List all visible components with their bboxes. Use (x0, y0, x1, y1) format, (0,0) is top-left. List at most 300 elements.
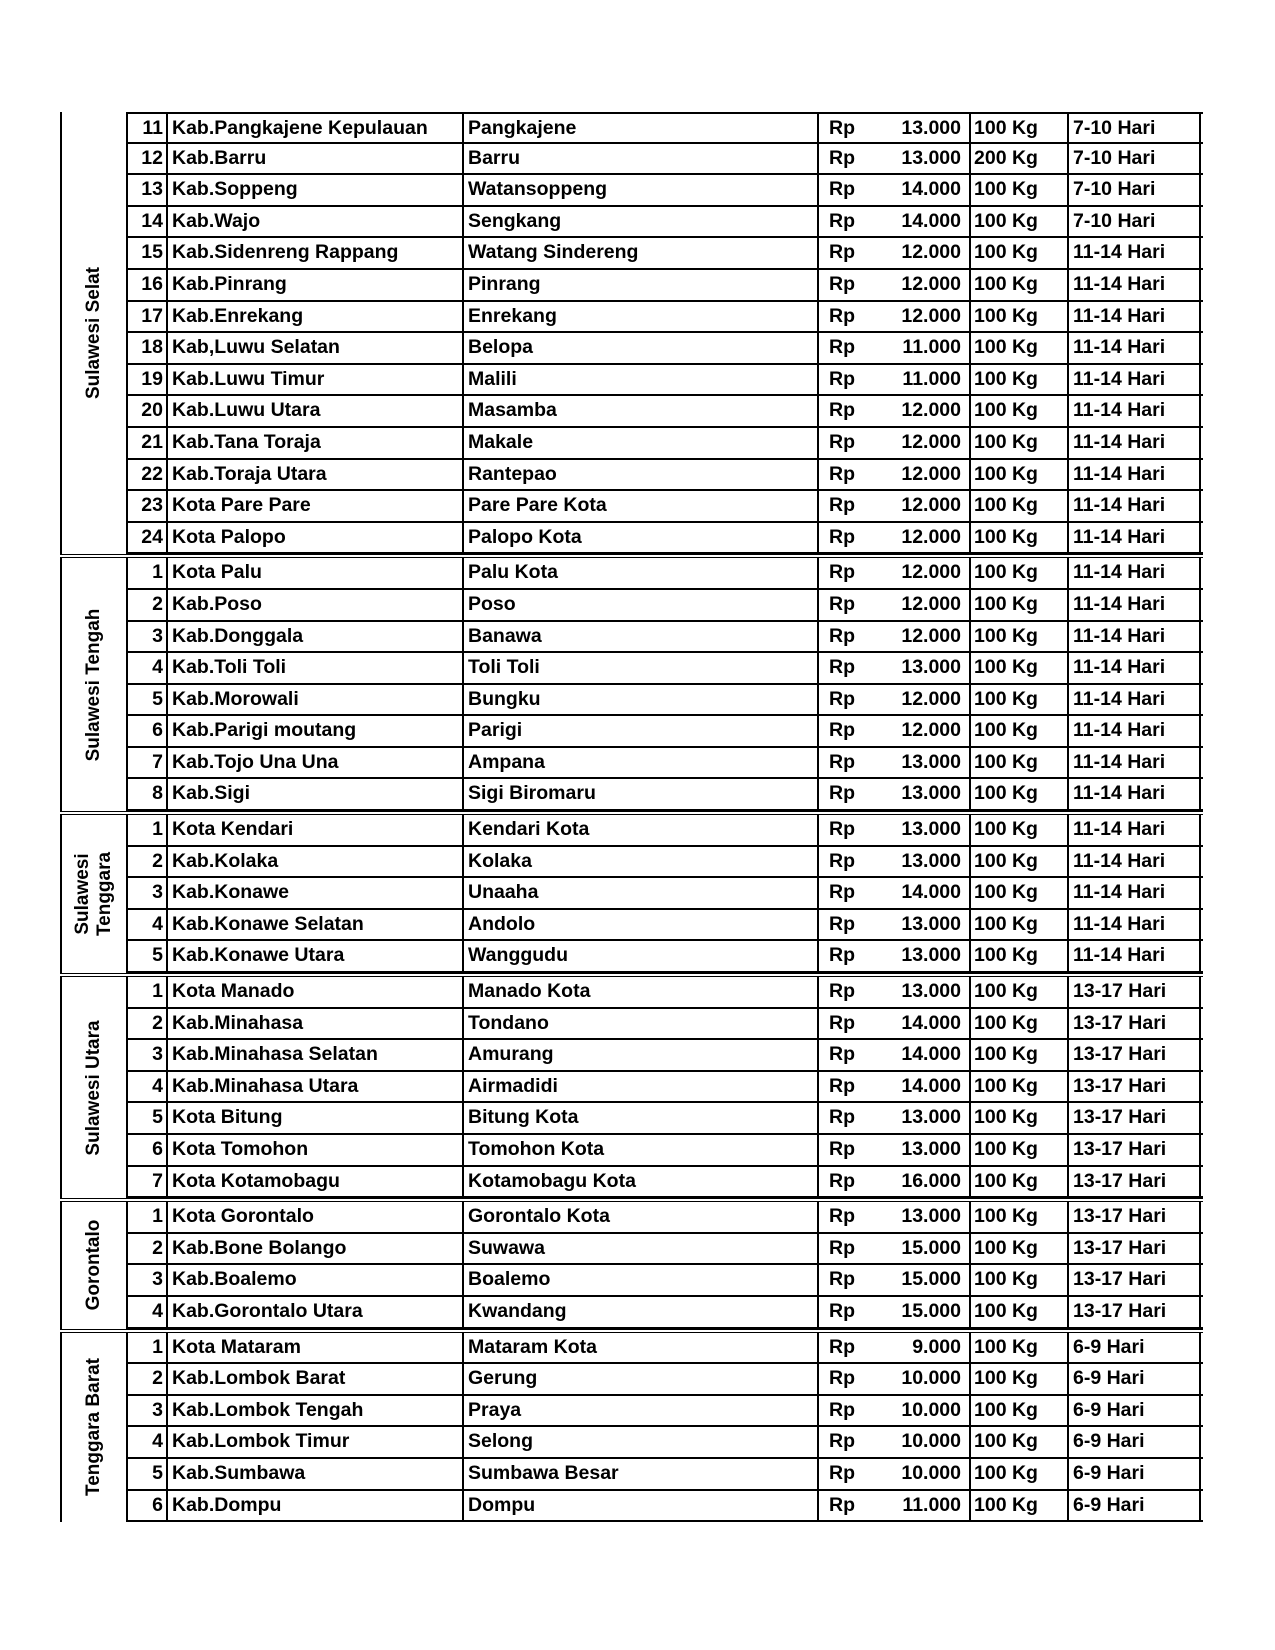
table-row (126, 238, 1203, 270)
table-row (126, 622, 1203, 654)
delivery-estimate: 11-14 Hari (1067, 910, 1201, 940)
currency-label: Rp (829, 656, 855, 679)
destination-city: Masamba (462, 396, 817, 426)
delivery-estimate: 6-9 Hari (1067, 1427, 1201, 1457)
row-number: 23 (126, 491, 166, 521)
price-amount: 12.000 (901, 241, 961, 264)
row-number: 4 (126, 653, 166, 683)
row-number: 14 (126, 207, 166, 237)
price-cell (817, 1072, 969, 1102)
min-weight: 100 Kg (969, 878, 1067, 908)
price-amount: 13.000 (901, 1106, 961, 1129)
destination-city: Pangkajene (462, 114, 817, 142)
price-cell (817, 1297, 969, 1327)
table-row (126, 396, 1203, 428)
delivery-estimate: 11-14 Hari (1067, 815, 1201, 845)
price-amount: 13.000 (901, 1205, 961, 1228)
table-row (126, 1202, 1203, 1234)
price-cell (817, 590, 969, 620)
table-row (126, 1364, 1203, 1396)
regency-name: Kab.Morowali (166, 685, 462, 715)
price-cell (817, 1491, 969, 1521)
price-amount: 12.000 (901, 592, 961, 615)
price-amount: 10.000 (901, 1367, 961, 1390)
currency-label: Rp (829, 399, 855, 422)
price-amount: 10.000 (901, 1430, 961, 1453)
currency-label: Rp (829, 782, 855, 805)
regency-name: Kota Mataram (166, 1333, 462, 1363)
destination-city: Bitung Kota (462, 1103, 817, 1133)
regency-name: Kab.Lombok Timur (166, 1427, 462, 1457)
row-number: 21 (126, 428, 166, 458)
province-group (60, 1198, 1203, 1328)
delivery-estimate: 13-17 Hari (1067, 1072, 1201, 1102)
table-row (126, 270, 1203, 302)
price-cell (817, 1333, 969, 1363)
delivery-estimate: 13-17 Hari (1067, 1009, 1201, 1039)
currency-label: Rp (829, 430, 855, 453)
row-number: 5 (126, 1103, 166, 1133)
delivery-estimate: 11-14 Hari (1067, 716, 1201, 746)
min-weight: 100 Kg (969, 1009, 1067, 1039)
price-amount: 12.000 (901, 561, 961, 584)
regency-name: Kab.Boalemo (166, 1265, 462, 1295)
price-cell (817, 622, 969, 652)
table-row (126, 1103, 1203, 1135)
row-number: 1 (126, 558, 166, 588)
price-cell (817, 1265, 969, 1295)
min-weight: 100 Kg (969, 779, 1067, 809)
destination-city: Pare Pare Kota (462, 491, 817, 521)
price-amount: 13.000 (901, 849, 961, 872)
destination-city: Kwandang (462, 1297, 817, 1327)
price-cell (817, 1040, 969, 1070)
regency-name: Kab.Enrekang (166, 302, 462, 332)
currency-label: Rp (829, 1106, 855, 1129)
currency-label: Rp (829, 1493, 855, 1516)
price-cell (817, 207, 969, 237)
destination-city: Mataram Kota (462, 1333, 817, 1363)
min-weight: 100 Kg (969, 302, 1067, 332)
price-cell (817, 653, 969, 683)
price-amount: 9.000 (912, 1335, 961, 1358)
delivery-estimate: 6-9 Hari (1067, 1396, 1201, 1426)
destination-city: Unaaha (462, 878, 817, 908)
price-cell (817, 910, 969, 940)
price-cell (817, 1202, 969, 1232)
table-row (126, 1459, 1203, 1491)
table-row (126, 878, 1203, 910)
min-weight: 100 Kg (969, 653, 1067, 683)
delivery-estimate: 13-17 Hari (1067, 1103, 1201, 1133)
regency-name: Kota Palopo (166, 523, 462, 553)
price-amount: 13.000 (901, 750, 961, 773)
min-weight: 100 Kg (969, 1040, 1067, 1070)
delivery-estimate: 13-17 Hari (1067, 1167, 1201, 1197)
table-row (126, 779, 1203, 811)
delivery-estimate: 11-14 Hari (1067, 847, 1201, 877)
province-label: Sulawesi Tengah (83, 608, 104, 762)
delivery-estimate: 7-10 Hari (1067, 207, 1201, 237)
price-amount: 12.000 (901, 304, 961, 327)
regency-name: Kab.Parigi moutang (166, 716, 462, 746)
min-weight: 100 Kg (969, 685, 1067, 715)
price-cell (817, 1427, 969, 1457)
currency-label: Rp (829, 561, 855, 584)
price-amount: 14.000 (901, 1011, 961, 1034)
price-cell (817, 491, 969, 521)
row-number: 18 (126, 333, 166, 363)
currency-label: Rp (829, 367, 855, 390)
destination-city: Belopa (462, 333, 817, 363)
price-amount: 12.000 (901, 462, 961, 485)
min-weight: 100 Kg (969, 847, 1067, 877)
regency-name: Kota Tomohon (166, 1135, 462, 1165)
min-weight: 100 Kg (969, 1072, 1067, 1102)
table-row (126, 491, 1203, 523)
min-weight: 100 Kg (969, 910, 1067, 940)
delivery-estimate: 7-10 Hari (1067, 114, 1201, 142)
price-cell (817, 1009, 969, 1039)
province-label: Sulawesi Utara (83, 1020, 104, 1156)
price-amount: 13.000 (901, 117, 961, 139)
row-number: 24 (126, 523, 166, 553)
delivery-estimate: 11-14 Hari (1067, 523, 1201, 553)
price-cell (817, 716, 969, 746)
min-weight: 100 Kg (969, 1234, 1067, 1264)
min-weight: 100 Kg (969, 1333, 1067, 1363)
table-row (126, 428, 1203, 460)
price-cell (817, 558, 969, 588)
price-cell (817, 333, 969, 363)
row-number: 3 (126, 622, 166, 652)
currency-label: Rp (829, 304, 855, 327)
table-row (126, 716, 1203, 748)
regency-name: Kab.Luwu Utara (166, 396, 462, 426)
destination-city: Airmadidi (462, 1072, 817, 1102)
destination-city: Selong (462, 1427, 817, 1457)
price-amount: 14.000 (901, 1074, 961, 1097)
delivery-estimate: 13-17 Hari (1067, 1040, 1201, 1070)
destination-city: Andolo (462, 910, 817, 940)
row-number: 4 (126, 1072, 166, 1102)
delivery-estimate: 6-9 Hari (1067, 1491, 1201, 1521)
table-row (126, 815, 1203, 847)
min-weight: 100 Kg (969, 1297, 1067, 1327)
price-cell (817, 941, 969, 971)
price-amount: 12.000 (901, 430, 961, 453)
price-cell (817, 270, 969, 300)
regency-name: Kab.Konawe (166, 878, 462, 908)
destination-city: Ampana (462, 748, 817, 778)
currency-label: Rp (829, 1011, 855, 1034)
row-number: 22 (126, 460, 166, 490)
min-weight: 100 Kg (969, 333, 1067, 363)
currency-label: Rp (829, 750, 855, 773)
min-weight: 100 Kg (969, 1167, 1067, 1197)
regency-name: Kab.Gorontalo Utara (166, 1297, 462, 1327)
province-label (72, 852, 116, 936)
regency-name: Kab.Lombok Barat (166, 1364, 462, 1394)
regency-name: Kab.Minahasa Utara (166, 1072, 462, 1102)
row-number: 4 (126, 910, 166, 940)
regency-name: Kab.Tojo Una Una (166, 748, 462, 778)
delivery-estimate: 11-14 Hari (1067, 878, 1201, 908)
price-cell (817, 523, 969, 553)
price-cell (817, 1459, 969, 1489)
destination-city: Toli Toli (462, 653, 817, 683)
row-number: 11 (126, 114, 166, 142)
price-cell (817, 815, 969, 845)
currency-label: Rp (829, 462, 855, 485)
price-cell (817, 144, 969, 174)
price-amount: 12.000 (901, 687, 961, 710)
province-label: Tenggara Barat (83, 1358, 104, 1497)
row-number: 13 (126, 175, 166, 205)
price-cell (817, 302, 969, 332)
table-row (126, 1333, 1203, 1365)
destination-city: Gorontalo Kota (462, 1202, 817, 1232)
table-row (126, 302, 1203, 334)
min-weight: 100 Kg (969, 523, 1067, 553)
price-amount: 11.000 (902, 367, 961, 390)
currency-label: Rp (829, 1461, 855, 1484)
regency-name: Kab.Sumbawa (166, 1459, 462, 1489)
regency-name: Kab.Sidenreng Rappang (166, 238, 462, 268)
row-number: 1 (126, 815, 166, 845)
row-number: 2 (126, 1364, 166, 1394)
currency-label: Rp (829, 1236, 855, 1259)
destination-city: Manado Kota (462, 977, 817, 1007)
price-amount: 15.000 (901, 1299, 961, 1322)
delivery-estimate: 11-14 Hari (1067, 460, 1201, 490)
table-row (126, 558, 1203, 590)
table-row (126, 1009, 1203, 1041)
min-weight: 100 Kg (969, 748, 1067, 778)
destination-city: Parigi (462, 716, 817, 746)
table-row (126, 847, 1203, 879)
regency-name: Kab.Lombok Tengah (166, 1396, 462, 1426)
destination-city: Bungku (462, 685, 817, 715)
currency-label: Rp (829, 719, 855, 742)
regency-name: Kab.Luwu Timur (166, 365, 462, 395)
price-cell (817, 878, 969, 908)
min-weight: 100 Kg (969, 238, 1067, 268)
min-weight: 100 Kg (969, 1396, 1067, 1426)
province-cell (60, 977, 126, 1198)
price-amount: 10.000 (901, 1398, 961, 1421)
regency-name: Kota Palu (166, 558, 462, 588)
price-cell (817, 396, 969, 426)
currency-label: Rp (829, 1138, 855, 1160)
table-row (126, 1297, 1203, 1329)
price-cell (817, 779, 969, 809)
regency-name: Kab.Wajo (166, 207, 462, 237)
price-cell (817, 460, 969, 490)
row-number: 4 (126, 1427, 166, 1457)
price-cell (817, 114, 969, 142)
currency-label: Rp (829, 494, 855, 517)
delivery-estimate: 13-17 Hari (1067, 977, 1201, 1007)
destination-city: Pinrang (462, 270, 817, 300)
price-amount: 14.000 (901, 881, 961, 904)
price-cell (817, 175, 969, 205)
table-row (126, 910, 1203, 942)
price-amount: 11.000 (902, 336, 961, 359)
table-row (126, 460, 1203, 492)
delivery-estimate: 11-14 Hari (1067, 590, 1201, 620)
table-row (126, 175, 1203, 207)
regency-name: Kota Manado (166, 977, 462, 1007)
table-row (126, 941, 1203, 973)
currency-label: Rp (829, 1299, 855, 1322)
price-cell (817, 748, 969, 778)
province-label: Gorontalo (83, 1219, 104, 1311)
row-number: 2 (126, 847, 166, 877)
destination-city: Poso (462, 590, 817, 620)
currency-label: Rp (829, 525, 855, 548)
destination-city: Palu Kota (462, 558, 817, 588)
row-number: 2 (126, 590, 166, 620)
currency-label: Rp (829, 944, 855, 967)
row-number: 5 (126, 685, 166, 715)
price-amount: 12.000 (901, 624, 961, 647)
delivery-estimate: 11-14 Hari (1067, 685, 1201, 715)
regency-name: Kab.Minahasa Selatan (166, 1040, 462, 1070)
table-row (126, 1135, 1203, 1167)
regency-name: Kota Kotamobagu (166, 1167, 462, 1197)
row-number: 3 (126, 1396, 166, 1426)
price-amount: 13.000 (901, 1138, 961, 1160)
currency-label: Rp (829, 1398, 855, 1421)
price-amount: 12.000 (901, 272, 961, 295)
currency-label: Rp (829, 849, 855, 872)
row-number: 2 (126, 1234, 166, 1264)
destination-city: Tondano (462, 1009, 817, 1039)
destination-city: Sumbawa Besar (462, 1459, 817, 1489)
destination-city: Enrekang (462, 302, 817, 332)
province-label-line: Sulawesi (72, 853, 93, 935)
min-weight: 100 Kg (969, 1202, 1067, 1232)
row-number: 16 (126, 270, 166, 300)
table-row (126, 1072, 1203, 1104)
regency-name: Kab.Barru (166, 144, 462, 174)
table-row (126, 207, 1203, 239)
price-amount: 13.000 (901, 782, 961, 805)
price-amount: 13.000 (901, 818, 961, 841)
destination-city: Banawa (462, 622, 817, 652)
table-row (126, 653, 1203, 685)
min-weight: 100 Kg (969, 977, 1067, 1007)
currency-label: Rp (829, 272, 855, 295)
currency-label: Rp (829, 209, 855, 232)
row-number: 5 (126, 941, 166, 971)
destination-city: Sigi Biromaru (462, 779, 817, 809)
price-amount: 14.000 (901, 178, 961, 201)
price-cell (817, 1364, 969, 1394)
currency-label: Rp (829, 912, 855, 935)
price-amount: 10.000 (901, 1461, 961, 1484)
province-group (60, 1329, 1203, 1523)
delivery-estimate: 6-9 Hari (1067, 1364, 1201, 1394)
delivery-estimate: 11-14 Hari (1067, 558, 1201, 588)
province-group (60, 554, 1203, 811)
destination-city: Amurang (462, 1040, 817, 1070)
province-cell (60, 1333, 126, 1523)
regency-name: Kota Gorontalo (166, 1202, 462, 1232)
currency-label: Rp (829, 818, 855, 841)
table-row (126, 1167, 1203, 1199)
regency-name: Kab,Luwu Selatan (166, 333, 462, 363)
price-amount: 13.000 (901, 656, 961, 679)
currency-label: Rp (829, 881, 855, 904)
row-number: 6 (126, 1491, 166, 1521)
row-number: 3 (126, 878, 166, 908)
table-row (126, 977, 1203, 1009)
currency-label: Rp (829, 980, 855, 1003)
price-cell (817, 1103, 969, 1133)
province-label: Sulawesi Selat (83, 267, 104, 400)
province-cell (60, 1202, 126, 1328)
destination-city: Watansoppeng (462, 175, 817, 205)
currency-label: Rp (829, 687, 855, 710)
min-weight: 100 Kg (969, 114, 1067, 142)
min-weight: 100 Kg (969, 1459, 1067, 1489)
row-number: 7 (126, 1167, 166, 1197)
destination-city: Gerung (462, 1364, 817, 1394)
min-weight: 100 Kg (969, 460, 1067, 490)
row-number: 15 (126, 238, 166, 268)
price-cell (817, 1234, 969, 1264)
price-amount: 14.000 (901, 1043, 961, 1066)
row-number: 8 (126, 779, 166, 809)
table-row (126, 1234, 1203, 1266)
delivery-estimate: 13-17 Hari (1067, 1202, 1201, 1232)
row-number: 5 (126, 1459, 166, 1489)
price-amount: 16.000 (901, 1169, 961, 1192)
currency-label: Rp (829, 146, 855, 169)
price-amount: 12.000 (901, 525, 961, 548)
delivery-estimate: 13-17 Hari (1067, 1234, 1201, 1264)
price-amount: 12.000 (901, 719, 961, 742)
province-label-line: Tenggara (94, 851, 115, 937)
min-weight: 100 Kg (969, 270, 1067, 300)
min-weight: 100 Kg (969, 1265, 1067, 1295)
regency-name: Kota Kendari (166, 815, 462, 845)
price-cell (817, 847, 969, 877)
price-cell (817, 428, 969, 458)
destination-city: Malili (462, 365, 817, 395)
province-cell (60, 558, 126, 811)
min-weight: 100 Kg (969, 590, 1067, 620)
row-number: 20 (126, 396, 166, 426)
price-cell (817, 685, 969, 715)
table-row (126, 1265, 1203, 1297)
price-amount: 12.000 (901, 399, 961, 422)
table-row (126, 365, 1203, 397)
min-weight: 200 Kg (969, 144, 1067, 174)
table-row (126, 112, 1203, 144)
min-weight: 100 Kg (969, 207, 1067, 237)
shipping-rate-table (60, 112, 1203, 1522)
table-row (126, 523, 1203, 555)
delivery-estimate: 11-14 Hari (1067, 653, 1201, 683)
regency-name: Kab.Pinrang (166, 270, 462, 300)
province-group (60, 811, 1203, 973)
min-weight: 100 Kg (969, 396, 1067, 426)
destination-city: Boalemo (462, 1265, 817, 1295)
delivery-estimate: 13-17 Hari (1067, 1265, 1201, 1295)
